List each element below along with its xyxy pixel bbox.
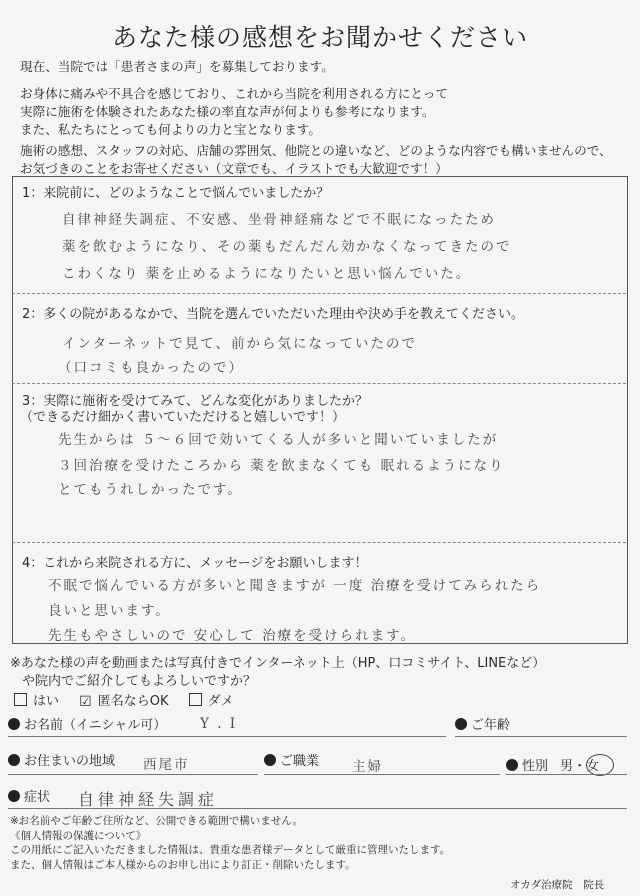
intro-paragraph [20, 85, 630, 139]
checkbox-no[interactable] [189, 693, 202, 706]
answer-2-line: （口コミも良かったので） [58, 360, 244, 376]
symptom-underline [8, 808, 627, 809]
bullet-icon [264, 754, 276, 766]
sex-male: 男 [560, 759, 574, 774]
answer-1-line: 自律神経失調症、不安感、坐骨神経痛などで不眠になったため [62, 212, 496, 228]
address-underline [8, 774, 258, 775]
job-field-label [264, 750, 319, 769]
divider [12, 293, 626, 294]
option-no-label: ダメ [207, 694, 234, 709]
answer-3-line: 先生からは ５～６回で効いてくる人が多いと聞いていましたが [58, 432, 499, 448]
bullet-icon [455, 718, 467, 730]
intro-line: 実際に施術を体験されたあなた様の率直な声が何よりも参考になります。 [20, 104, 435, 119]
intro-line: また、私たちにとっても何よりの力と宝となります。 [20, 122, 321, 137]
sex-label: 性別 [522, 759, 549, 774]
answer-1-line: こわくなり 薬を止めるようになりたいと思い悩んでいた。 [62, 266, 472, 282]
answer-4-line: 不眠で悩んでいる方が多いと聞きますが 一度 治療を受けてみられたら [48, 578, 542, 594]
consent-options [14, 690, 234, 709]
symptom-field-label [8, 786, 50, 805]
checkbox-yes[interactable] [14, 693, 27, 706]
sex-underline [506, 774, 627, 775]
answer-3-line: ３回治療を受けたころから 薬を飲まなくても 眠れるようになり [58, 458, 505, 474]
checkbox-anonymous[interactable]: ☑ [79, 694, 92, 710]
divider [12, 383, 626, 384]
consent-question: ※あなた様の声を動画または写真付きでインターネット上（HP、口コミサイト、LINEなど） [10, 656, 546, 671]
age-label: ご年齢 [471, 718, 511, 733]
answer-2-line: インターネットで見て、前から気になっていたので [62, 336, 418, 352]
answer-1-line: 薬を飲むようになり、その薬もだんだん効かなくなってきたので [62, 239, 512, 255]
age-underline [455, 736, 627, 737]
request-line: お気づきのことをお寄せください（文章でも、イラストでも大歓迎です！） [20, 161, 448, 176]
footer-line: 《個人情報の保護について》 [10, 829, 147, 842]
address-field-label [8, 750, 115, 769]
job-value: 主婦 [352, 759, 383, 775]
answer-4-line: 良いと思います。 [48, 603, 171, 619]
job-underline [264, 774, 500, 775]
signature: オカダ治療院 院長 [510, 879, 605, 891]
symptom-value: 自律神経失調症 [78, 790, 219, 809]
intro-text [20, 58, 630, 76]
bullet-icon [8, 754, 20, 766]
option-anonymous-label: 匿名ならOK [97, 694, 169, 709]
intro-line: お身体に痛みや不具合を感じており、これから当院を利用される方にとって [20, 86, 448, 101]
name-field-label [8, 714, 166, 733]
address-value: 西尾市 [143, 757, 190, 773]
footer-line: この用紙にご記入いただきました情報は、貴重な患者様データとして厳重に管理いたします。 [10, 844, 451, 856]
question-4: 4：これから来院される方に、メッセージをお願いします！ [22, 556, 368, 571]
divider [12, 542, 626, 543]
bullet-icon [8, 790, 20, 802]
answer-4-line: 先生もやさしいので 安心して 治療を受けられます。 [48, 628, 417, 644]
address-label: お住まいの地域 [24, 754, 116, 769]
bullet-icon [506, 759, 518, 771]
sex-female: 女 [586, 759, 600, 774]
name-underline [8, 736, 446, 737]
selection-circle-icon [586, 754, 614, 776]
page-title: あなた様の感想をお聞かせください [111, 23, 528, 52]
answer-3-line: とてもうれしかったです。 [58, 482, 243, 498]
bullet-icon [8, 718, 20, 730]
request-line: 施術の感想、スタッフの対応、店舗の雰囲気、他院との違いなど、どのような内容でも構いませんので、 [20, 143, 612, 158]
request-text [20, 142, 630, 178]
name-label: お名前（イニシャル可） [24, 718, 167, 733]
question-1: 1：来院前に、どのようなことで悩んでいましたか？ [22, 186, 330, 201]
question-3-sub: （できるだけ細かく書いていただけると嬉しいです！） [20, 410, 346, 425]
consent-question: や院内でご紹介してもよろしいですか？ [22, 674, 257, 689]
age-field-label [455, 714, 510, 733]
job-label: ご職業 [280, 754, 320, 769]
footer-notes [10, 814, 450, 872]
footer-line: また、個人情報はご本人様からのお申し出により訂正・削除いたします。 [10, 858, 356, 871]
footer-line: ※お名前やご年齢ご住所など、公開できる範囲で構いません。 [10, 815, 303, 827]
question-3: 3：実際に施術を受けてみて、どんな変化がありましたか？ [22, 394, 369, 409]
question-2: 2：多くの院があるなかで、当院を選んでいただいた理由や決め手を教えてください。 [22, 307, 525, 322]
name-value: Y . I [200, 716, 238, 732]
sex-separator: ・ [573, 759, 587, 774]
option-yes-label: はい [33, 694, 60, 709]
intro-line: 現在、当院では「患者さまの声」を募集しております。 [20, 59, 334, 74]
symptom-label: 症状 [24, 790, 51, 805]
